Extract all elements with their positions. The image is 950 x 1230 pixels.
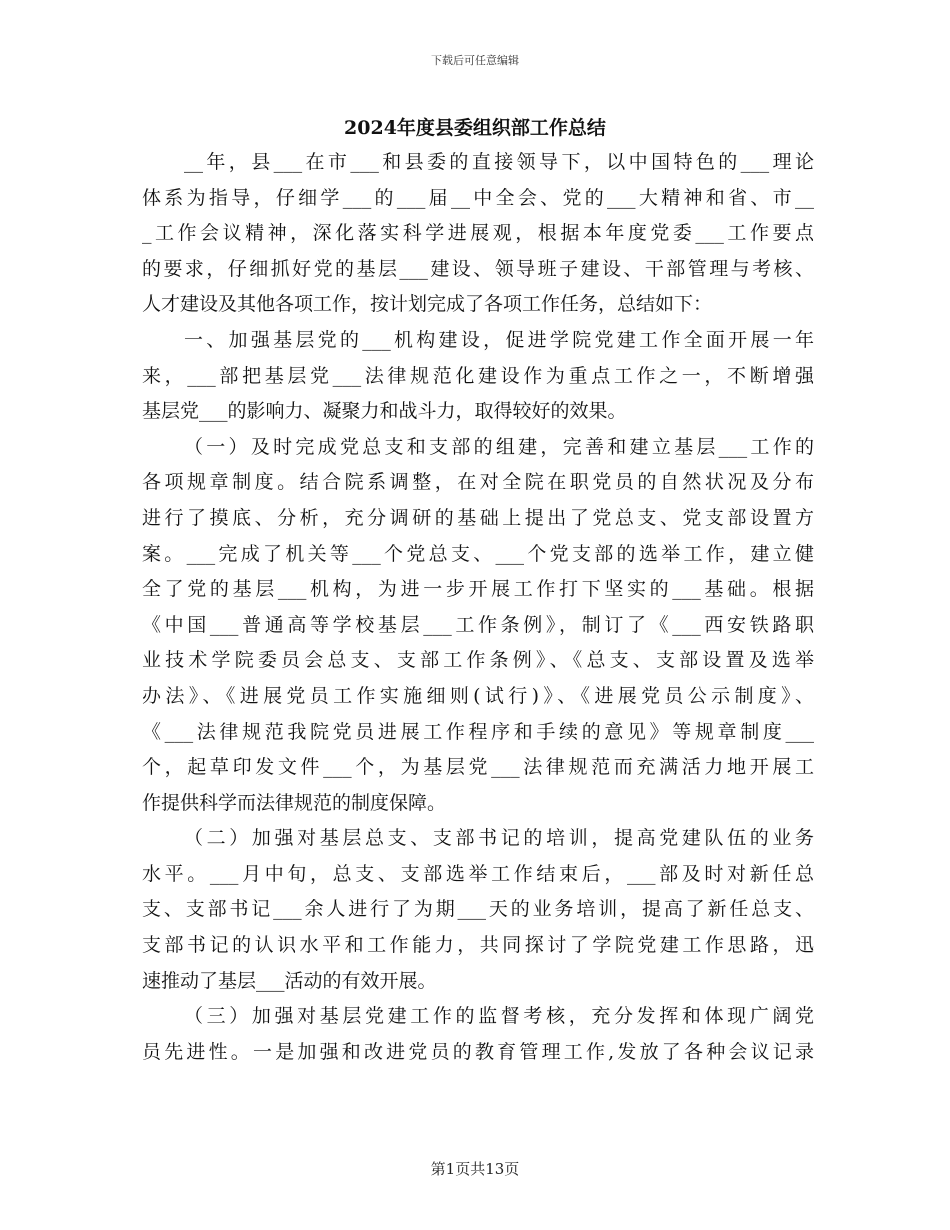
document-title: 2024年度县委组织部工作总结 [344,117,606,139]
paragraph-subsection-2 [142,821,814,999]
text-line: 个，起草印发文件___个，为基层党___法律规范而充满活力地开展工 [142,756,814,779]
text-line: 人才建设及其他各项工作，按计划完成了各项工作任务，总结如下： [142,293,713,316]
text-line: 来，___部把基层党___法律规范化建设作为重点工作之一，不断增强 [142,364,814,387]
paragraph-intro [142,145,814,323]
text-line: 全了党的基层___机构，为进一步开展工作打下坚实的___基础。根据 [142,578,814,601]
header-note: 下载后可任意编辑 [431,54,519,67]
text-line: 《___法律规范我院党员进展工作程序和手续的意见》等规章制度___ [142,720,814,743]
text-line: （三）加强对基层党建工作的监督考核，充分发挥和体现广阔党 [184,1005,814,1028]
text-line: 员先进性。一是加强和改进党员的教育管理工作,发放了各种会议记录 [142,1040,814,1063]
paragraph-section-1 [142,323,814,430]
text-line: 一、加强基层党的___机构建设，促进学院党建工作全面开展一年 [184,328,814,351]
text-line: 作提供科学而法律规范的制度保障。 [142,791,447,814]
text-line: 基层党___的影响力、凝聚力和战斗力，取得较好的效果。 [142,400,627,423]
text-line: 各项规章制度。结合院系调整，在对全院在职党员的自然状况及分布 [142,471,814,494]
text-line: 的要求，仔细抓好党的基层___建设、领导班子建设、干部管理与考核、 [142,257,814,280]
text-line: 《中国___普通高等学校基层___工作条例》，制订了《___西安铁路职 [142,613,814,636]
text-line: 案。___完成了机关等___个党总支、___个党支部的选举工作，建立健 [142,542,814,565]
page-number: 第1页共13页 [430,1160,520,1178]
text-line: （二）加强对基层总支、支部书记的培训，提高党建队伍的业务 [184,827,814,850]
text-line: 速推动了基层___活动的有效开展。 [142,969,437,992]
text-line: 支、支部书记___余人进行了为期___天的业务培训，提高了新任总支、 [142,898,814,921]
text-line: 业技术学院委员会总支、支部工作条例》、《总支、支部设置及选举 [142,649,814,672]
document-body [142,145,814,1070]
text-line: __年，县___在市___和县委的直接领导下，以中国特色的___理论 [184,151,814,173]
text-line: 体系为指导，仔细学___的___届__中全会、党的___大精神和省、市__ [142,186,814,209]
paragraph-subsection-1 [142,430,814,822]
text-line: 进行了摸底、分析，充分调研的基础上提出了党总支、党支部设置方 [142,506,814,529]
text-line: 办法》、《进展党员工作实施细则(试行)》、《进展党员公示制度》、 [142,684,814,707]
paragraph-subsection-3 [142,999,814,1070]
text-line: （一）及时完成党总支和支部的组建，完善和建立基层___工作的 [184,435,814,458]
text-line: 支部书记的认识水平和工作能力，共同探讨了学院党建工作思路，迅 [142,934,814,957]
text-line: _工作会议精神，深化落实科学进展观，根据本年度党委___工作要点 [142,222,814,245]
text-line: 水平。___月中旬，总支、支部选举工作结束后，___部及时对新任总 [142,862,814,885]
